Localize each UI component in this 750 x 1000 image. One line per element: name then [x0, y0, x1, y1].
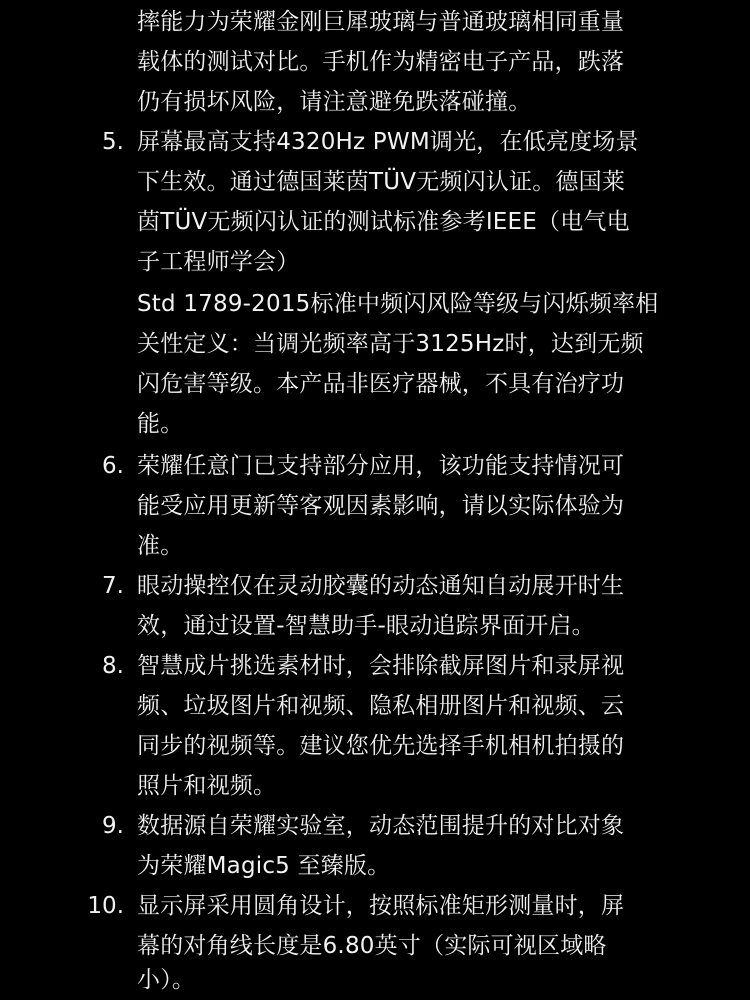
- note-7-number: 7.: [102, 573, 124, 599]
- note-8-line-2: 频、垃圾图片和视频、隐私相册图片和视频、云: [137, 693, 625, 719]
- note-9-number: 9.: [102, 813, 124, 839]
- note-4-line-1: 摔能力为荣耀金刚巨犀玻璃与普通玻璃相同重量: [137, 9, 625, 35]
- note-10-line-2: 幕的对角线长度是6.80英寸（实际可视区域略: [137, 933, 607, 959]
- note-8-number: 8.: [102, 653, 124, 679]
- note-5-line-3: 茵TÜV无频闪认证的测试标准参考IEEE（电气电: [137, 209, 630, 235]
- note-4-line-2: 载体的测试对比。手机作为精密电子产品，跌落: [137, 49, 625, 75]
- note-5-number: 5.: [102, 129, 124, 155]
- note-5-line-7: 闪危害等级。本产品非医疗器械，不具有治疗功: [137, 371, 625, 397]
- note-7-line-1: 眼动操控仅在灵动胶囊的动态通知自动展开时生: [137, 573, 625, 599]
- note-6-line-1: 荣耀任意门已支持部分应用，该功能支持情况可: [137, 453, 625, 479]
- note-8-line-3: 同步的视频等。建议您优先选择手机相机拍摄的: [137, 733, 625, 759]
- note-6-line-3: 准。: [137, 533, 184, 559]
- note-5-line-1: 屏幕最高支持4320Hz PWM调光，在低亮度场景: [137, 129, 639, 155]
- note-5-line-6: 关性定义：当调光频率高于3125Hz时，达到无频: [137, 331, 644, 357]
- note-4-line-3: 仍有损坏风险，请注意避免跌落碰撞。: [137, 89, 532, 115]
- note-8-line-1: 智慧成片挑选素材时，会排除截屏图片和录屏视: [137, 653, 625, 679]
- note-10-line-1: 显示屏采用圆角设计，按照标准矩形测量时，屏: [137, 893, 625, 919]
- note-8-line-4: 照片和视频。: [137, 773, 277, 799]
- note-7-line-2: 效，通过设置-智慧助手-眼动追踪界面开启。: [137, 613, 595, 639]
- note-9-line-1: 数据源自荣耀实验室，动态范围提升的对比对象: [137, 813, 625, 839]
- note-5-line-5: Std 1789-2015标准中频闪风险等级与闪烁频率相: [137, 291, 659, 317]
- note-6-line-2: 能受应用更新等客观因素影响，请以实际体验为: [137, 493, 625, 519]
- note-6-number: 6.: [102, 453, 124, 479]
- note-5-line-2: 下生效。通过德国莱茵TÜV无频闪认证。德国莱: [137, 169, 626, 195]
- note-9-line-2: 为荣耀Magic5 至臻版。: [137, 853, 391, 879]
- note-5-line-8: 能。: [137, 411, 184, 437]
- note-5-line-4: 子工程师学会）: [137, 249, 300, 275]
- note-10-line-3: 小）。: [137, 967, 196, 993]
- note-10-number: 10.: [87, 893, 124, 919]
